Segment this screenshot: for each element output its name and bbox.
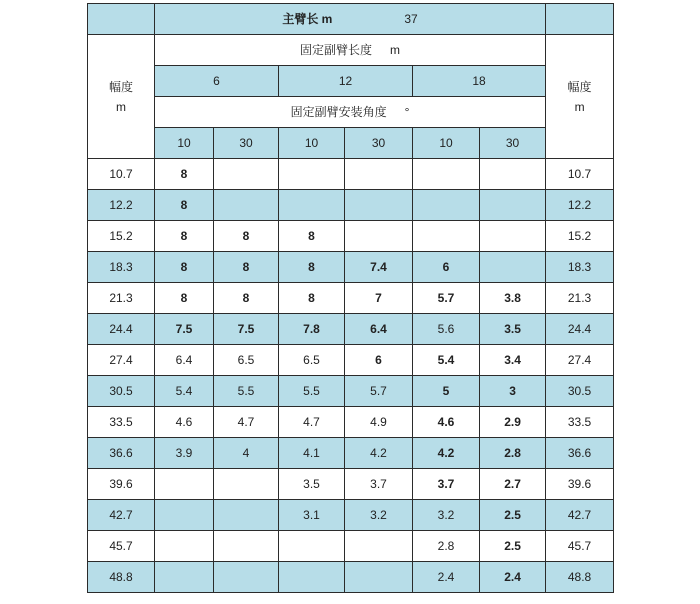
radius-unit-right: m xyxy=(574,99,585,114)
radius-cell-right: 33.5 xyxy=(546,407,614,438)
radius-cell-right: 48.8 xyxy=(546,562,614,593)
radius-cell-left: 21.3 xyxy=(88,283,155,314)
radius-cell-left: 12.2 xyxy=(88,190,155,221)
load-value-cell: 5.7 xyxy=(345,376,413,407)
load-value-cell xyxy=(155,562,214,593)
fixed-jib-length-label: 固定副臂长度 xyxy=(300,43,373,57)
install-angle-unit: ° xyxy=(404,105,410,119)
load-value-cell: 3.1 xyxy=(279,500,345,531)
load-value-cell: 8 xyxy=(279,221,345,252)
radius-cell-right: 15.2 xyxy=(546,221,614,252)
load-value-cell xyxy=(214,562,279,593)
load-value-cell: 4.9 xyxy=(345,407,413,438)
load-value-cell: 7.8 xyxy=(279,314,345,345)
load-value-cell: 3.5 xyxy=(480,314,546,345)
load-value-cell: 5 xyxy=(413,376,480,407)
load-value-cell xyxy=(413,221,480,252)
table-row xyxy=(88,252,614,283)
load-value-cell: 8 xyxy=(155,190,214,221)
load-value-cell xyxy=(155,500,214,531)
load-value-cell: 4.2 xyxy=(345,438,413,469)
load-value-cell: 5.5 xyxy=(214,376,279,407)
table-row xyxy=(88,407,614,438)
load-value-cell xyxy=(345,531,413,562)
table-row xyxy=(88,469,614,500)
load-value-cell xyxy=(155,469,214,500)
load-value-cell: 2.4 xyxy=(413,562,480,593)
load-value-cell: 6.4 xyxy=(345,314,413,345)
load-value-cell xyxy=(279,159,345,190)
radius-cell-left: 24.4 xyxy=(88,314,155,345)
table-row xyxy=(88,345,614,376)
install-angle-header xyxy=(155,97,546,128)
radius-cell-right: 30.5 xyxy=(546,376,614,407)
radius-cell-right: 18.3 xyxy=(546,252,614,283)
load-value-cell: 3.5 xyxy=(279,469,345,500)
load-value-cell: 6.5 xyxy=(279,345,345,376)
load-value-cell: 3.2 xyxy=(345,500,413,531)
main-boom-value: 37 xyxy=(404,12,418,26)
load-value-cell: 3.8 xyxy=(480,283,546,314)
radius-cell-right: 21.3 xyxy=(546,283,614,314)
table-row xyxy=(88,376,614,407)
load-value-cell xyxy=(214,190,279,221)
load-value-cell: 5.5 xyxy=(279,376,345,407)
load-value-cell: 5.4 xyxy=(155,376,214,407)
load-value-cell: 2.7 xyxy=(480,469,546,500)
radius-header-right xyxy=(546,35,614,159)
load-value-cell: 2.8 xyxy=(480,438,546,469)
radius-label-left: 幅度 xyxy=(108,79,133,94)
load-value-cell: 7.5 xyxy=(214,314,279,345)
load-chart-table xyxy=(87,3,614,593)
fixed-jib-length-unit: m xyxy=(390,43,401,57)
load-value-cell: 5.4 xyxy=(413,345,480,376)
radius-cell-right: 12.2 xyxy=(546,190,614,221)
angle-header: 30 xyxy=(214,128,279,159)
load-value-cell: 6.4 xyxy=(155,345,214,376)
table-row xyxy=(88,314,614,345)
load-value-cell: 2.5 xyxy=(480,531,546,562)
load-value-cell xyxy=(345,159,413,190)
load-value-cell: 3.7 xyxy=(345,469,413,500)
radius-cell-left: 15.2 xyxy=(88,221,155,252)
table-row xyxy=(88,190,614,221)
load-value-cell: 8 xyxy=(214,252,279,283)
load-value-cell: 8 xyxy=(279,283,345,314)
table-row xyxy=(88,283,614,314)
load-value-cell: 8 xyxy=(214,283,279,314)
load-value-cell: 6 xyxy=(345,345,413,376)
radius-cell-left: 39.6 xyxy=(88,469,155,500)
table-row xyxy=(88,438,614,469)
radius-cell-left: 36.6 xyxy=(88,438,155,469)
radius-cell-right: 10.7 xyxy=(546,159,614,190)
load-value-cell: 6 xyxy=(413,252,480,283)
load-value-cell: 3 xyxy=(480,376,546,407)
radius-cell-left: 18.3 xyxy=(88,252,155,283)
angle-header: 30 xyxy=(345,128,413,159)
radius-cell-left: 30.5 xyxy=(88,376,155,407)
radius-cell-right: 36.6 xyxy=(546,438,614,469)
jib-length-12: 12 xyxy=(279,66,413,97)
load-value-cell: 7.4 xyxy=(345,252,413,283)
load-value-cell xyxy=(214,159,279,190)
load-value-cell: 2.9 xyxy=(480,407,546,438)
load-value-cell: 8 xyxy=(155,221,214,252)
angle-header: 30 xyxy=(480,128,546,159)
table-row xyxy=(88,221,614,252)
radius-cell-right: 39.6 xyxy=(546,469,614,500)
radius-cell-left: 27.4 xyxy=(88,345,155,376)
radius-cell-left: 45.7 xyxy=(88,531,155,562)
load-value-cell: 3.7 xyxy=(413,469,480,500)
radius-header-left xyxy=(88,35,155,159)
load-value-cell: 4 xyxy=(214,438,279,469)
load-value-cell: 4.6 xyxy=(413,407,480,438)
load-value-cell xyxy=(214,469,279,500)
radius-unit-left: m xyxy=(116,99,126,114)
load-value-cell: 5.7 xyxy=(413,283,480,314)
load-value-cell: 4.7 xyxy=(214,407,279,438)
load-value-cell: 6.5 xyxy=(214,345,279,376)
table-row xyxy=(88,159,614,190)
radius-cell-right: 42.7 xyxy=(546,500,614,531)
radius-cell-left: 42.7 xyxy=(88,500,155,531)
load-value-cell: 8 xyxy=(155,283,214,314)
load-value-cell xyxy=(279,562,345,593)
load-value-cell: 4.6 xyxy=(155,407,214,438)
radius-cell-left: 48.8 xyxy=(88,562,155,593)
load-value-cell: 8 xyxy=(155,159,214,190)
load-value-cell xyxy=(480,190,546,221)
radius-cell-left: 33.5 xyxy=(88,407,155,438)
main-boom-label: 主臂长 m xyxy=(282,12,333,26)
load-value-cell: 2.4 xyxy=(480,562,546,593)
jib-length-18: 18 xyxy=(413,66,546,97)
table-row xyxy=(88,531,614,562)
load-value-cell xyxy=(214,500,279,531)
load-value-cell xyxy=(480,159,546,190)
load-value-cell: 4.2 xyxy=(413,438,480,469)
load-value-cell xyxy=(345,190,413,221)
load-value-cell xyxy=(214,531,279,562)
radius-cell-left: 10.7 xyxy=(88,159,155,190)
table-row xyxy=(88,500,614,531)
load-value-cell: 2.5 xyxy=(480,500,546,531)
load-value-cell: 7.5 xyxy=(155,314,214,345)
angle-header: 10 xyxy=(413,128,480,159)
angle-header: 10 xyxy=(155,128,214,159)
load-value-cell: 4.1 xyxy=(279,438,345,469)
corner-cell-right xyxy=(546,4,614,35)
install-angle-label: 固定副臂安装角度 xyxy=(290,105,387,119)
load-value-cell: 8 xyxy=(279,252,345,283)
load-value-cell xyxy=(480,221,546,252)
angle-header: 10 xyxy=(279,128,345,159)
load-value-cell xyxy=(345,221,413,252)
load-value-cell xyxy=(413,159,480,190)
fixed-jib-length-header xyxy=(155,35,546,66)
radius-cell-right: 24.4 xyxy=(546,314,614,345)
load-value-cell: 3.9 xyxy=(155,438,214,469)
load-value-cell xyxy=(279,531,345,562)
load-value-cell: 2.8 xyxy=(413,531,480,562)
load-value-cell: 4.7 xyxy=(279,407,345,438)
main-boom-header xyxy=(155,4,546,35)
load-value-cell: 8 xyxy=(155,252,214,283)
load-value-cell xyxy=(279,190,345,221)
load-value-cell: 8 xyxy=(214,221,279,252)
radius-cell-right: 45.7 xyxy=(546,531,614,562)
radius-label-right: 幅度 xyxy=(567,79,592,94)
corner-cell-left xyxy=(88,4,155,35)
load-value-cell: 3.4 xyxy=(480,345,546,376)
load-value-cell: 5.6 xyxy=(413,314,480,345)
load-value-cell: 7 xyxy=(345,283,413,314)
radius-cell-right: 27.4 xyxy=(546,345,614,376)
load-value-cell xyxy=(413,190,480,221)
load-value-cell xyxy=(480,252,546,283)
load-value-cell xyxy=(345,562,413,593)
load-value-cell xyxy=(155,531,214,562)
load-value-cell: 3.2 xyxy=(413,500,480,531)
table-row xyxy=(88,562,614,593)
jib-length-6: 6 xyxy=(155,66,279,97)
